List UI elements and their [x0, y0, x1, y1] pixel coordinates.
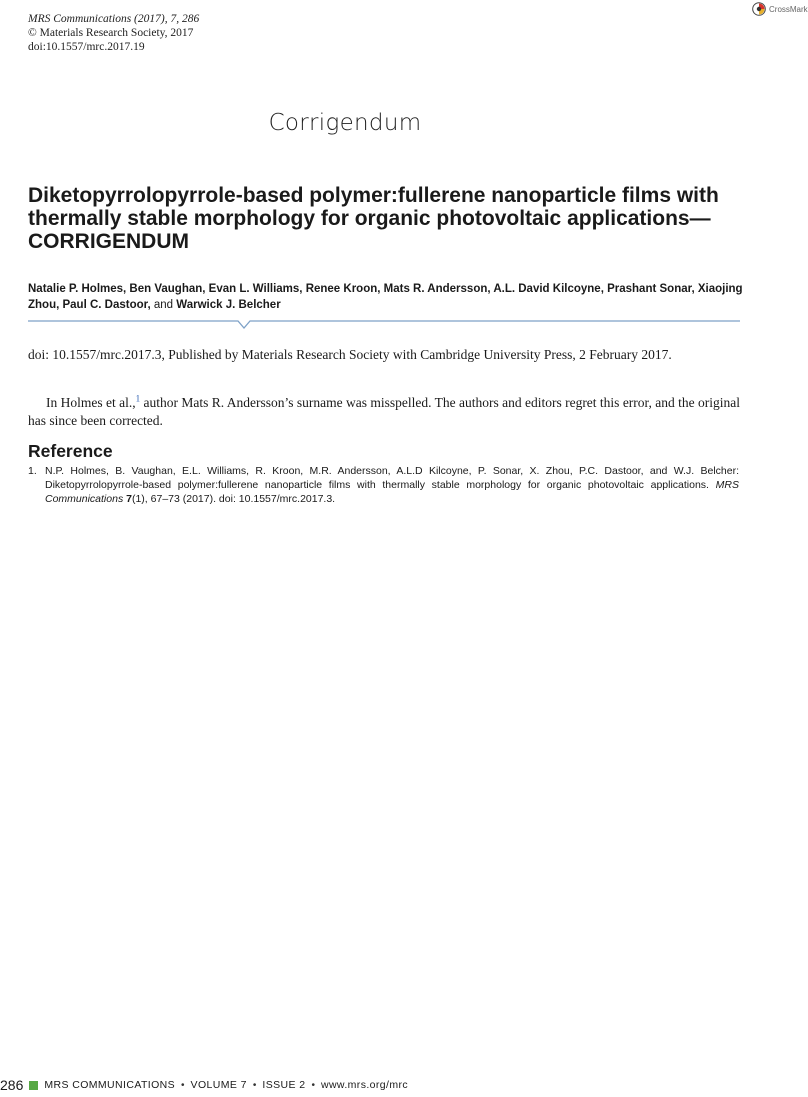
reference-tail: (1), 67–73 (2017). doi: 10.1557/mrc.2017.3.	[131, 493, 336, 505]
footer-journal: MRS COMMUNICATIONS	[44, 1079, 176, 1091]
authors-and: and	[153, 299, 174, 311]
authors-main: Natalie P. Holmes, Ben Vaughan, Evan L. Williams, Renee Kroon, Mats R. Andersson, A.L. David Kilcoyne, Prashant Sonar, Xiaojing Zhou, Paul C. Dastoor,	[28, 283, 743, 311]
reference-main: N.P. Holmes, B. Vaughan, E.L. Williams, R. Kroon, M.R. Andersson, A.L.D Kilcoyne, P. Sonar, X. Zhou, P.C. Dastoor, and W.J. Belcher: Diketopyrrolopyrrole-based polymer:fullerene nanoparticle films with thermally stable morphology for organic photovoltaic applications.	[45, 465, 739, 491]
body-text-start: In Holmes et al.,	[46, 395, 136, 410]
author-list	[28, 281, 748, 313]
reference-text	[45, 464, 739, 506]
original-article-doi: doi: 10.1557/mrc.2017.3, Published by Materials Research Society with Cambridge University Press, 2 February 2017.	[28, 347, 672, 362]
footer-issue: ISSUE 2	[262, 1079, 306, 1091]
footer-separator-1: •	[181, 1079, 185, 1091]
crossmark-icon	[752, 2, 766, 16]
footer-url[interactable]: www.mrs.org/mrc	[320, 1079, 409, 1091]
reference-journal: MRS Communications	[45, 479, 739, 505]
article-title: Diketopyrrolopyrrole-based polymer:fullerene nanoparticle films with thermally stable morphology for organic photovoltaic applications—CORRIGENDUM	[28, 184, 719, 253]
crossmark-badge[interactable]	[752, 2, 808, 16]
title-divider	[28, 314, 740, 330]
reference-volume: 7	[126, 493, 132, 505]
copyright-line: © Materials Research Society, 2017	[28, 27, 194, 39]
reference-item	[28, 464, 739, 506]
reference-number: 1.	[28, 465, 37, 477]
page-footer	[0, 1077, 408, 1093]
journal-header	[28, 12, 199, 54]
crossmark-label: CrossMark	[769, 4, 808, 14]
footer-square-icon	[29, 1081, 38, 1090]
body-text-end: author Mats R. Andersson’s surname was misspelled. The authors and editors regret this error, and the original has since been corrected.	[28, 395, 740, 428]
footer-separator-2: •	[252, 1079, 257, 1091]
reference-heading: Reference	[28, 441, 113, 461]
footer-separator-3: •	[311, 1079, 315, 1091]
authors-last: Warwick J. Belcher	[176, 299, 281, 311]
section-label: Corrigendum	[268, 110, 422, 136]
article-doi[interactable]: doi:10.1557/mrc.2017.19	[28, 41, 145, 53]
page-number: 286	[0, 1077, 24, 1093]
citation-link[interactable]: 1	[135, 393, 141, 404]
corrigendum-text	[28, 394, 740, 430]
journal-citation: MRS Communications (2017), 7, 286	[28, 13, 200, 25]
footer-volume: VOLUME 7	[190, 1079, 247, 1091]
